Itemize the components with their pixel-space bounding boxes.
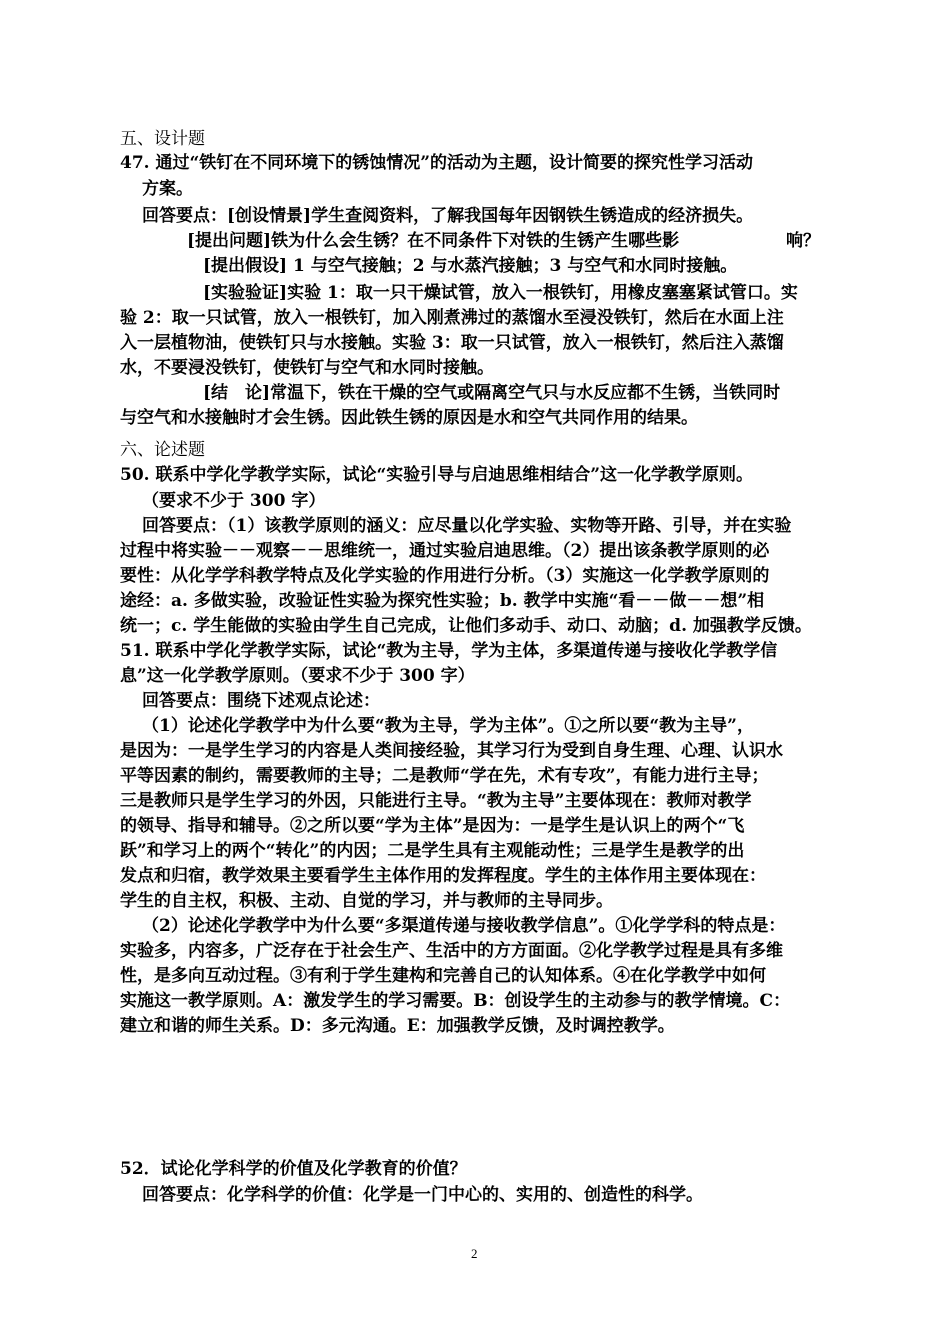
answer-51-p2-line2: 实验多，内容多，广泛存在于社会生产、生活中的方方面面。②化学教学过程是具有多维	[120, 941, 783, 961]
question-47-line1: 47. 通过“铁钉在不同环境下的锈蚀情况”的活动为主题，设计简要的探究性学习活动	[120, 153, 754, 173]
answer-47-hypothesis: [提出假设] 1 与空气接触；2 与水蒸汽接触；3 与空气和水同时接触。	[203, 256, 738, 276]
answer-47-conclusion-line1: [结 论]常温下，铁在干燥的空气或隔离空气只与水反应都不生锈，当铁同时	[203, 383, 781, 403]
answer-47-question-a: [提出问题]铁为什么会生锈？在不同条件下对铁的生锈产生哪些影	[187, 231, 680, 251]
answer-51-p2-line3: 性，是多向互动过程。③有利于学生建构和完善自己的认知体系。④在化学教学中如何	[120, 966, 766, 986]
answer-47-exp-line4: 水，不要浸没铁钉，使铁钉与空气和水同时接触。	[120, 358, 494, 378]
answer-47-setting: 回答要点：[创设情景]学生查阅资料，了解我国每年因钢铁生锈造成的经济损失。	[142, 206, 754, 226]
answer-51-p1-line6: 跃”和学习上的两个“转化”的内因；二是学生具有主观能动性；三是学生是教学的出	[120, 841, 745, 861]
question-50-line1: 50. 联系中学化学教学实际，试论“实验引导与启迪思维相结合”这一化学教学原则。	[120, 465, 754, 485]
answer-50-line4: 途经：a. 多做实验，改验证性实验为探究性实验；b. 教学中实施“看－－做－－想”相	[120, 591, 765, 611]
answer-51-intro: 回答要点：围绕下述观点论述：	[142, 691, 380, 711]
answer-51-p1-line3: 平等因素的制约，需要教师的主导；二是教师“学在先，术有专攻”，有能力进行主导；	[120, 766, 769, 786]
answer-50-line5: 统一；c. 学生能做的实验由学生自己完成，让他们多动手、动口、动脑；d. 加强教学反馈。	[120, 616, 812, 636]
question-51-line2: 息”这一化学教学原则。（要求不少于 300 字）	[120, 666, 475, 686]
answer-51-p1-line2: 是因为：一是学生学习的内容是人类间接经验，其学习行为受到自身生理、心理、认识水	[120, 741, 783, 761]
section-heading-essay: 六、论述题	[120, 440, 205, 460]
question-51-line1: 51. 联系中学化学教学实际，试论“教为主导，学为主体，多渠道传递与接收化学教学信	[120, 641, 778, 661]
answer-51-p1-line4: 三是教师只是学生学习的外因，只能进行主导。“教为主导”主要体现在：教师对教学	[120, 791, 752, 811]
answer-51-p1-line7: 发点和归宿，教学效果主要看学生主体作用的发挥程度。学生的主体作用主要体现在：	[120, 866, 766, 886]
answer-50-line3: 要性：从化学学科教学特点及化学实验的作用进行分析。（3）实施这一化学教学原则的	[120, 566, 770, 586]
answer-52-line1: 回答要点：化学科学的价值：化学是一门中心的、实用的、创造性的科学。	[142, 1185, 703, 1205]
answer-47-exp-line3: 入一层植物油，使铁钉只与水接触。实验 3：取一只试管，放入一根铁钉，然后注入蒸馏	[120, 333, 784, 353]
answer-50-line2: 过程中将实验－－观察－－思维统一，通过实验启迪思维。（2）提出该条教学原则的必	[120, 541, 770, 561]
section-heading-design: 五、设计题	[120, 129, 205, 149]
answer-47-exp-line2: 验 2：取一只试管，放入一根铁钉，加入刚煮沸过的蒸馏水至浸没铁钉，然后在水面上注	[120, 308, 784, 328]
answer-47-conclusion-line2: 与空气和水接触时才会生锈。因此铁生锈的原因是水和空气共同作用的结果。	[120, 408, 698, 428]
answer-51-p2-line4: 实施这一教学原则。A：激发学生的学习需要。B：创设学生的主动参与的教学情境。C：	[120, 991, 791, 1011]
answer-51-p1-line1: （1）论述化学教学中为什么要“教为主导，学为主体”。①之所以要“教为主导”，	[142, 716, 754, 736]
answer-50-line1: 回答要点：（1）该教学原则的涵义：应尽量以化学实验、实物等开路、引导，并在实验	[142, 516, 792, 536]
page-number: 2	[471, 1246, 478, 1261]
question-47-line2: 方案。	[142, 179, 193, 199]
answer-51-p2-line5: 建立和谐的师生关系。D：多元沟通。E：加强教学反馈，及时调控教学。	[120, 1016, 675, 1036]
answer-51-p2-line1: （2）论述化学教学中为什么要“多渠道传递与接收教学信息”。①化学学科的特点是：	[142, 916, 786, 936]
answer-47-question-b: 响？	[786, 231, 820, 251]
answer-51-p1-line8: 学生的自主权，积极、主动、自觉的学习，并与教师的主导同步。	[120, 891, 613, 911]
answer-51-p1-line5: 的领导、指导和辅导。②之所以要“学为主体”是因为：一是学生是认识上的两个“飞	[120, 816, 745, 836]
question-52: 52．试论化学科学的价值及化学教育的价值？	[120, 1159, 467, 1179]
answer-47-exp-line1: [实验验证]实验 1：取一只干燥试管，放入一根铁钉，用橡皮塞塞紧试管口。实	[203, 283, 798, 303]
question-50-line2: （要求不少于 300 字）	[142, 491, 326, 511]
